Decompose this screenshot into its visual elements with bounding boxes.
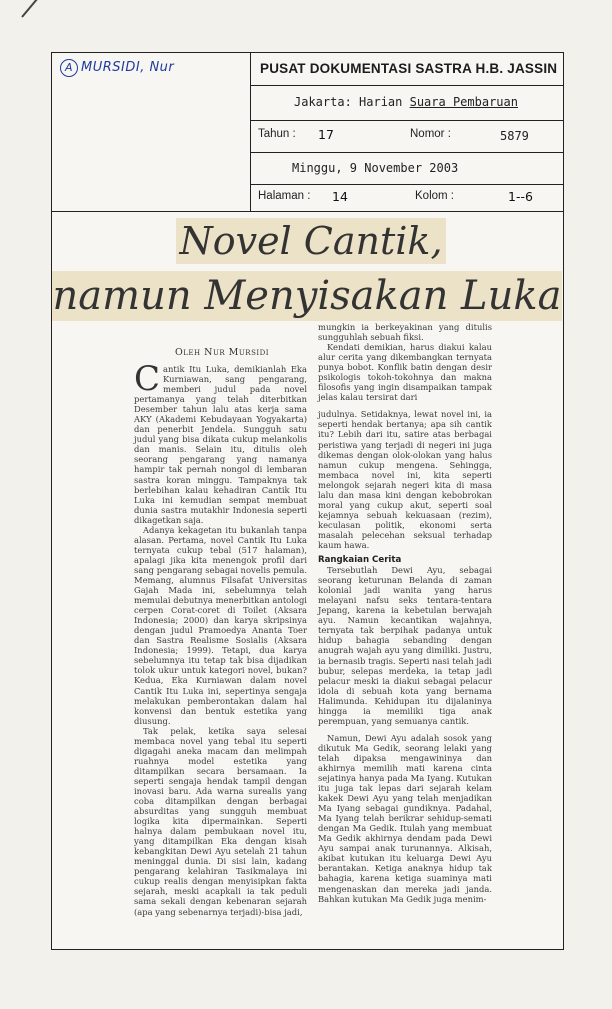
corner-pen-mark (21, 0, 39, 18)
section-subheading: Rangkaian Cerita (318, 555, 402, 566)
article-title-line2: namun Menyisakan Luka (52, 273, 562, 319)
header-divider (52, 211, 563, 212)
institution-name: PUSAT DOKUMENTASI SASTRA H.B. JASSIN (260, 61, 558, 76)
tahun-label: Tahun : (258, 128, 296, 140)
institution-row (250, 53, 563, 86)
tahun-value: 17 (318, 127, 334, 142)
nomor-value: 5879 (500, 129, 529, 143)
paragraph: judulnya. Setidaknya, lewat novel ini, ia seperti hendak bertanya; apa sih cantik itu? Lebih dari itu, satire atas berbagai peristiwa yang terjadi di negeri ini juga dikemas dengan olok-olokan yang halus namun cukup mengena. Sehingga, membaca novel ini, kita seperti melongok sejarah negeri kita di masa lalu dan masa kini dengan kebobrokan moral yang cukup akut, seperti soal kejamnya sebuah kekuasaan (rezim), keculasan politik, ekonomi serta masalah pelecehan seksual terhadap kaum hawa. (318, 409, 492, 550)
date-row (250, 152, 563, 185)
kolom-value: 1--6 (508, 189, 533, 204)
drop-cap: C (134, 359, 161, 399)
halaman-kolom-row (250, 184, 563, 211)
article-byline: Oleh Nur Mursidi (175, 347, 270, 358)
handwritten-cell (52, 53, 251, 211)
tahun-nomor-row (250, 120, 563, 153)
city-prefix: Jakarta: Harian (294, 95, 403, 109)
article-column-2 (318, 322, 492, 922)
publication-name: Suara Pembaruan (409, 95, 518, 109)
publication-line (294, 95, 518, 109)
paragraph: Kendati demikian, harus diakui kalau alur cerita yang dikembangkan ternyata punya bobot. Konflik batin dengan desir psikologis tokoh-tokohnya dan makna filosofis yang ingin disampaikan tampak jelas kalau tersirat dari (318, 342, 492, 403)
handwritten-author-name (60, 59, 174, 77)
paragraph: Namun, Dewi Ayu adalah sosok yang dikutuk Ma Gedik, seorang lelaki yang telah dipaksa mengawininya dan akhirnya memilih mati karena cinta sejatinya hanya pada Ma Iyang. Kutukan itu juga tak lepas dari sejarah kelam kakek Dewi Ayu yang telah menjadikan Ma Iyang sebagai gundiknya. Padahal, Ma Iyang telah berikrar sehidup-semati dengan Ma Gedik. Itulah yang membuat Ma Gedik akhirnya dendam pada Dewi Ayu sampai anak turunannya. Alkisah, akibat kutukan itu keluarga Dewi Ayu berantakan. Ketiga anaknya hidup tak bahagia, karena ketiga suaminya mati mengenaskan dan mereka jadi janda. Bahkan kutukan Ma Gedik juga menim- (318, 732, 492, 904)
paragraph (134, 359, 307, 525)
halaman-value: 14 (332, 189, 348, 204)
paragraph: mungkin ia berkeyakinan yang ditulis sungguhlah sebuah fiksi. (318, 322, 492, 343)
nomor-label: Nomor : (410, 128, 451, 140)
halaman-label: Halaman : (258, 190, 311, 202)
paragraph-text: antik Itu Luka, demikianlah Eka Kurniawan, sang pengarang, memberi judul pada novel pertamanya yang telah diterbitkan Desember tahun lalu atas kerja sama AKY (Akademi Kebudayaan Yogyakarta) dan penerbit Jendela. Sungguh satu judul yang bisa dikata cukup melankolis dan manis. Selain itu, ditulis oleh seorang pengarang yang namanya hampir tak pernah nongol di lembaran sastra koran minggu. Tampaknya tak berlebihan kalau kehadiran Cantik Itu Luka ini kemudian sempat membuat dunia sastra mutakhir Indonesia seperti dikagetkan saja. (134, 364, 307, 525)
handwritten-name-text: MURSIDI, Nur (81, 60, 175, 75)
paragraph: Tak pelak, ketika saya selesai membaca novel yang tebal itu seperti digagahi aneka macam dan melimpah ruahnya model estetika yang ditampilkan secara bersamaan. Ia seperti sengaja hendak tampil dengan inovasi baru. Ada warna surealis yang coba ditampilkan dengan berbagai absurditas yang sungguh membuat logika kita dipermainkan. Seperti halnya dalam pembukaan novel itu, yang ditampilkan Eka dengan kisah kebangkitan Dewi Ayu setelah 21 tahun meninggal dunia. Di sisi lain, kadang pengarang kelahiran Tasikmalaya ini cukup realis dengan menyisipkan fakta sejarah, meski acapkali ia tak peduli sama sekali dengan kebenaran sejarah (apa yang sebenarnya terjadi)-bisa jadi, (134, 725, 307, 917)
kolom-label: Kolom : (415, 190, 454, 202)
paragraph: Tersebutlah Dewi Ayu, sebagai seorang keturunan Belanda di zaman kolonial jadi wanita yang harus melayani nafsu seks tentara-tentara Jepang, karena ia kebetulan berwajah ayu. Namun kecantikan wajahnya, ternyata tak berpihak padanya untuk hidup bahagia sebanding dengan anugrah wajah ayu yang dimiliki. Justru, ia bernasib tragis. Seperti nasi telah jadi bubur, selepas merdeka, ia tetap jadi pelacur meski ia diakui sebagai pelacur idola di sebuah kota yang bernama Halimunda. Kehidupan itu dijalaninya hingga ia memiliki tiga anak perempuan, yang semuanya cantik. (318, 565, 492, 726)
paragraph: Adanya kekagetan itu bukanlah tanpa alasan. Pertama, novel Cantik Itu Luka ternyata cukup tebal (517 halaman), apalagi jika kita menengok profil dari sang pengarang sebagai novelis pemula. Memang, alumnus Filsafat Universitas Gajah Mada ini, sebelumnya telah memulai debutnya menerbitkan antologi cerpen Corat-coret di Toilet (Aksara Indonesia; 2000) dan karya skripsinya dengan judul Pramoedya Ananta Toer dan Sastra Realisme Sosialis (Aksara Indonesia; 1999). Tetapi, dua karya sebelumnya itu tetap tak bisa dijadikan tolok ukur untuk kategori novel, bukan? Kedua, Eka Kurniawan dalam novel Cantik Itu Luka ini, sepertinya sengaja melakukan pemberontakan dalam hal konvensi dan bentuk estetika yang diusung. (134, 524, 307, 726)
article-title-line1: Novel Cantik, (176, 218, 446, 264)
article-column-1 (134, 359, 307, 917)
handwritten-circle-mark: A (60, 59, 78, 77)
publication-date: Minggu, 9 November 2003 (292, 161, 459, 175)
publication-row (250, 85, 563, 121)
